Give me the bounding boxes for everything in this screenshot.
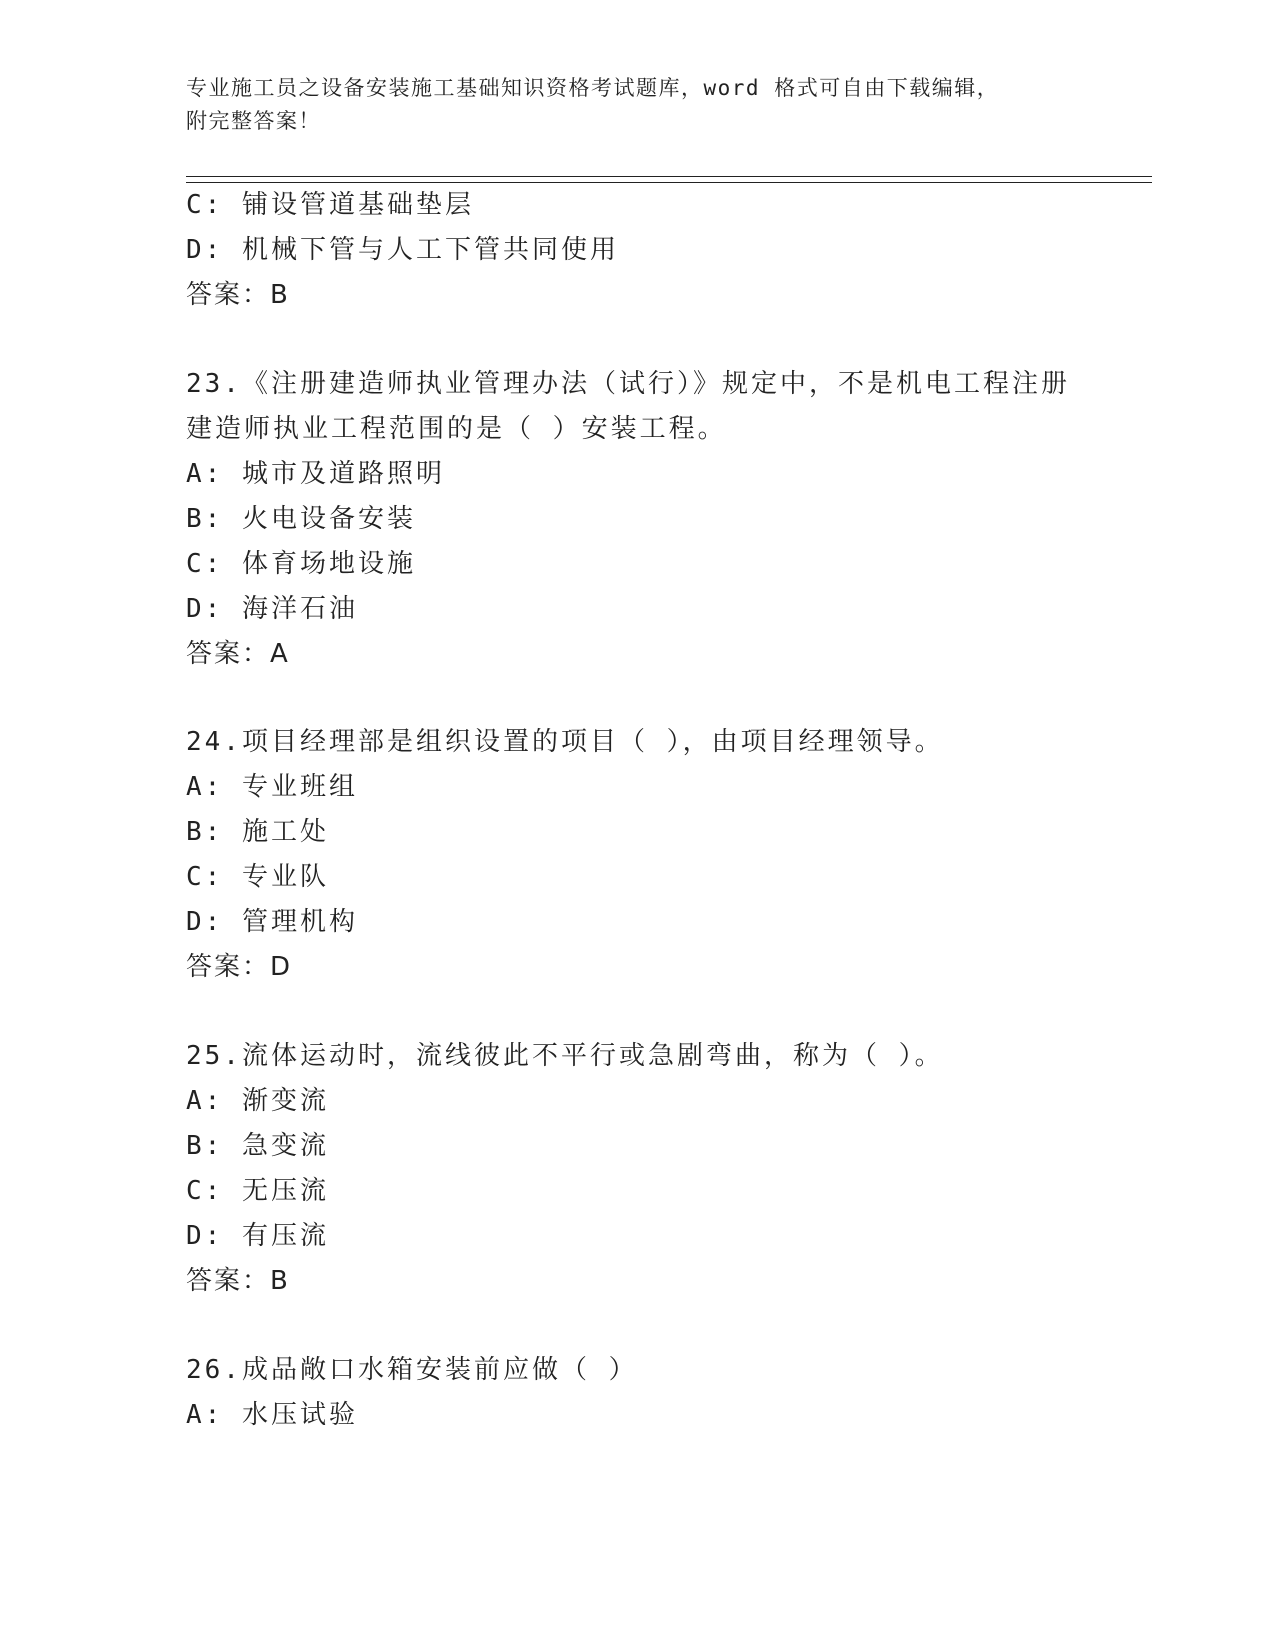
question-24-option-b: B: 施工处 bbox=[186, 817, 329, 847]
option-d: D: 机械下管与人工下管共同使用 bbox=[186, 235, 619, 265]
question-25-option-d: D: 有压流 bbox=[186, 1221, 329, 1251]
answer-23: 答案：A bbox=[186, 639, 290, 669]
header-line-2: 附完整答案！ bbox=[186, 109, 321, 133]
answer-22: 答案：B bbox=[186, 280, 290, 310]
header-line-1: 专业施工员之设备安装施工基础知识资格考试题库，word 格式可自由下载编辑， bbox=[186, 76, 1000, 100]
question-25-option-a: A: 渐变流 bbox=[186, 1086, 329, 1116]
answer-25: 答案：B bbox=[186, 1266, 290, 1296]
option-c: C: 铺设管道基础垫层 bbox=[186, 190, 474, 220]
document-header bbox=[186, 72, 1086, 138]
question-23-line-1: 23.《注册建造师执业管理办法（试行）》规定中，不是机电工程注册 bbox=[186, 369, 1070, 399]
question-26: 26.成品敞口水箱安装前应做（ ） bbox=[186, 1355, 638, 1385]
question-23-option-d: D: 海洋石油 bbox=[186, 594, 358, 624]
question-25-option-c: C: 无压流 bbox=[186, 1176, 329, 1206]
question-23-option-b: B: 火电设备安装 bbox=[186, 504, 416, 534]
question-23-option-c: C: 体育场地设施 bbox=[186, 549, 416, 579]
question-24-option-c: C: 专业队 bbox=[186, 862, 329, 892]
question-24: 24.项目经理部是组织设置的项目（ ），由项目经理领导。 bbox=[186, 727, 944, 757]
question-24-option-d: D: 管理机构 bbox=[186, 907, 358, 937]
question-23-option-a: A: 城市及道路照明 bbox=[186, 459, 445, 489]
question-25-option-b: B: 急变流 bbox=[186, 1131, 329, 1161]
answer-24: 答案：D bbox=[186, 952, 293, 982]
question-24-option-a: A: 专业班组 bbox=[186, 772, 358, 802]
question-25: 25.流体运动时，流线彼此不平行或急剧弯曲，称为（ ）。 bbox=[186, 1041, 944, 1071]
header-rule-top bbox=[186, 176, 1152, 177]
header-rule-bottom bbox=[186, 182, 1152, 183]
question-23-line-2: 建造师执业工程范围的是（ ）安装工程。 bbox=[186, 414, 727, 444]
question-26-option-a: A: 水压试验 bbox=[186, 1400, 358, 1430]
